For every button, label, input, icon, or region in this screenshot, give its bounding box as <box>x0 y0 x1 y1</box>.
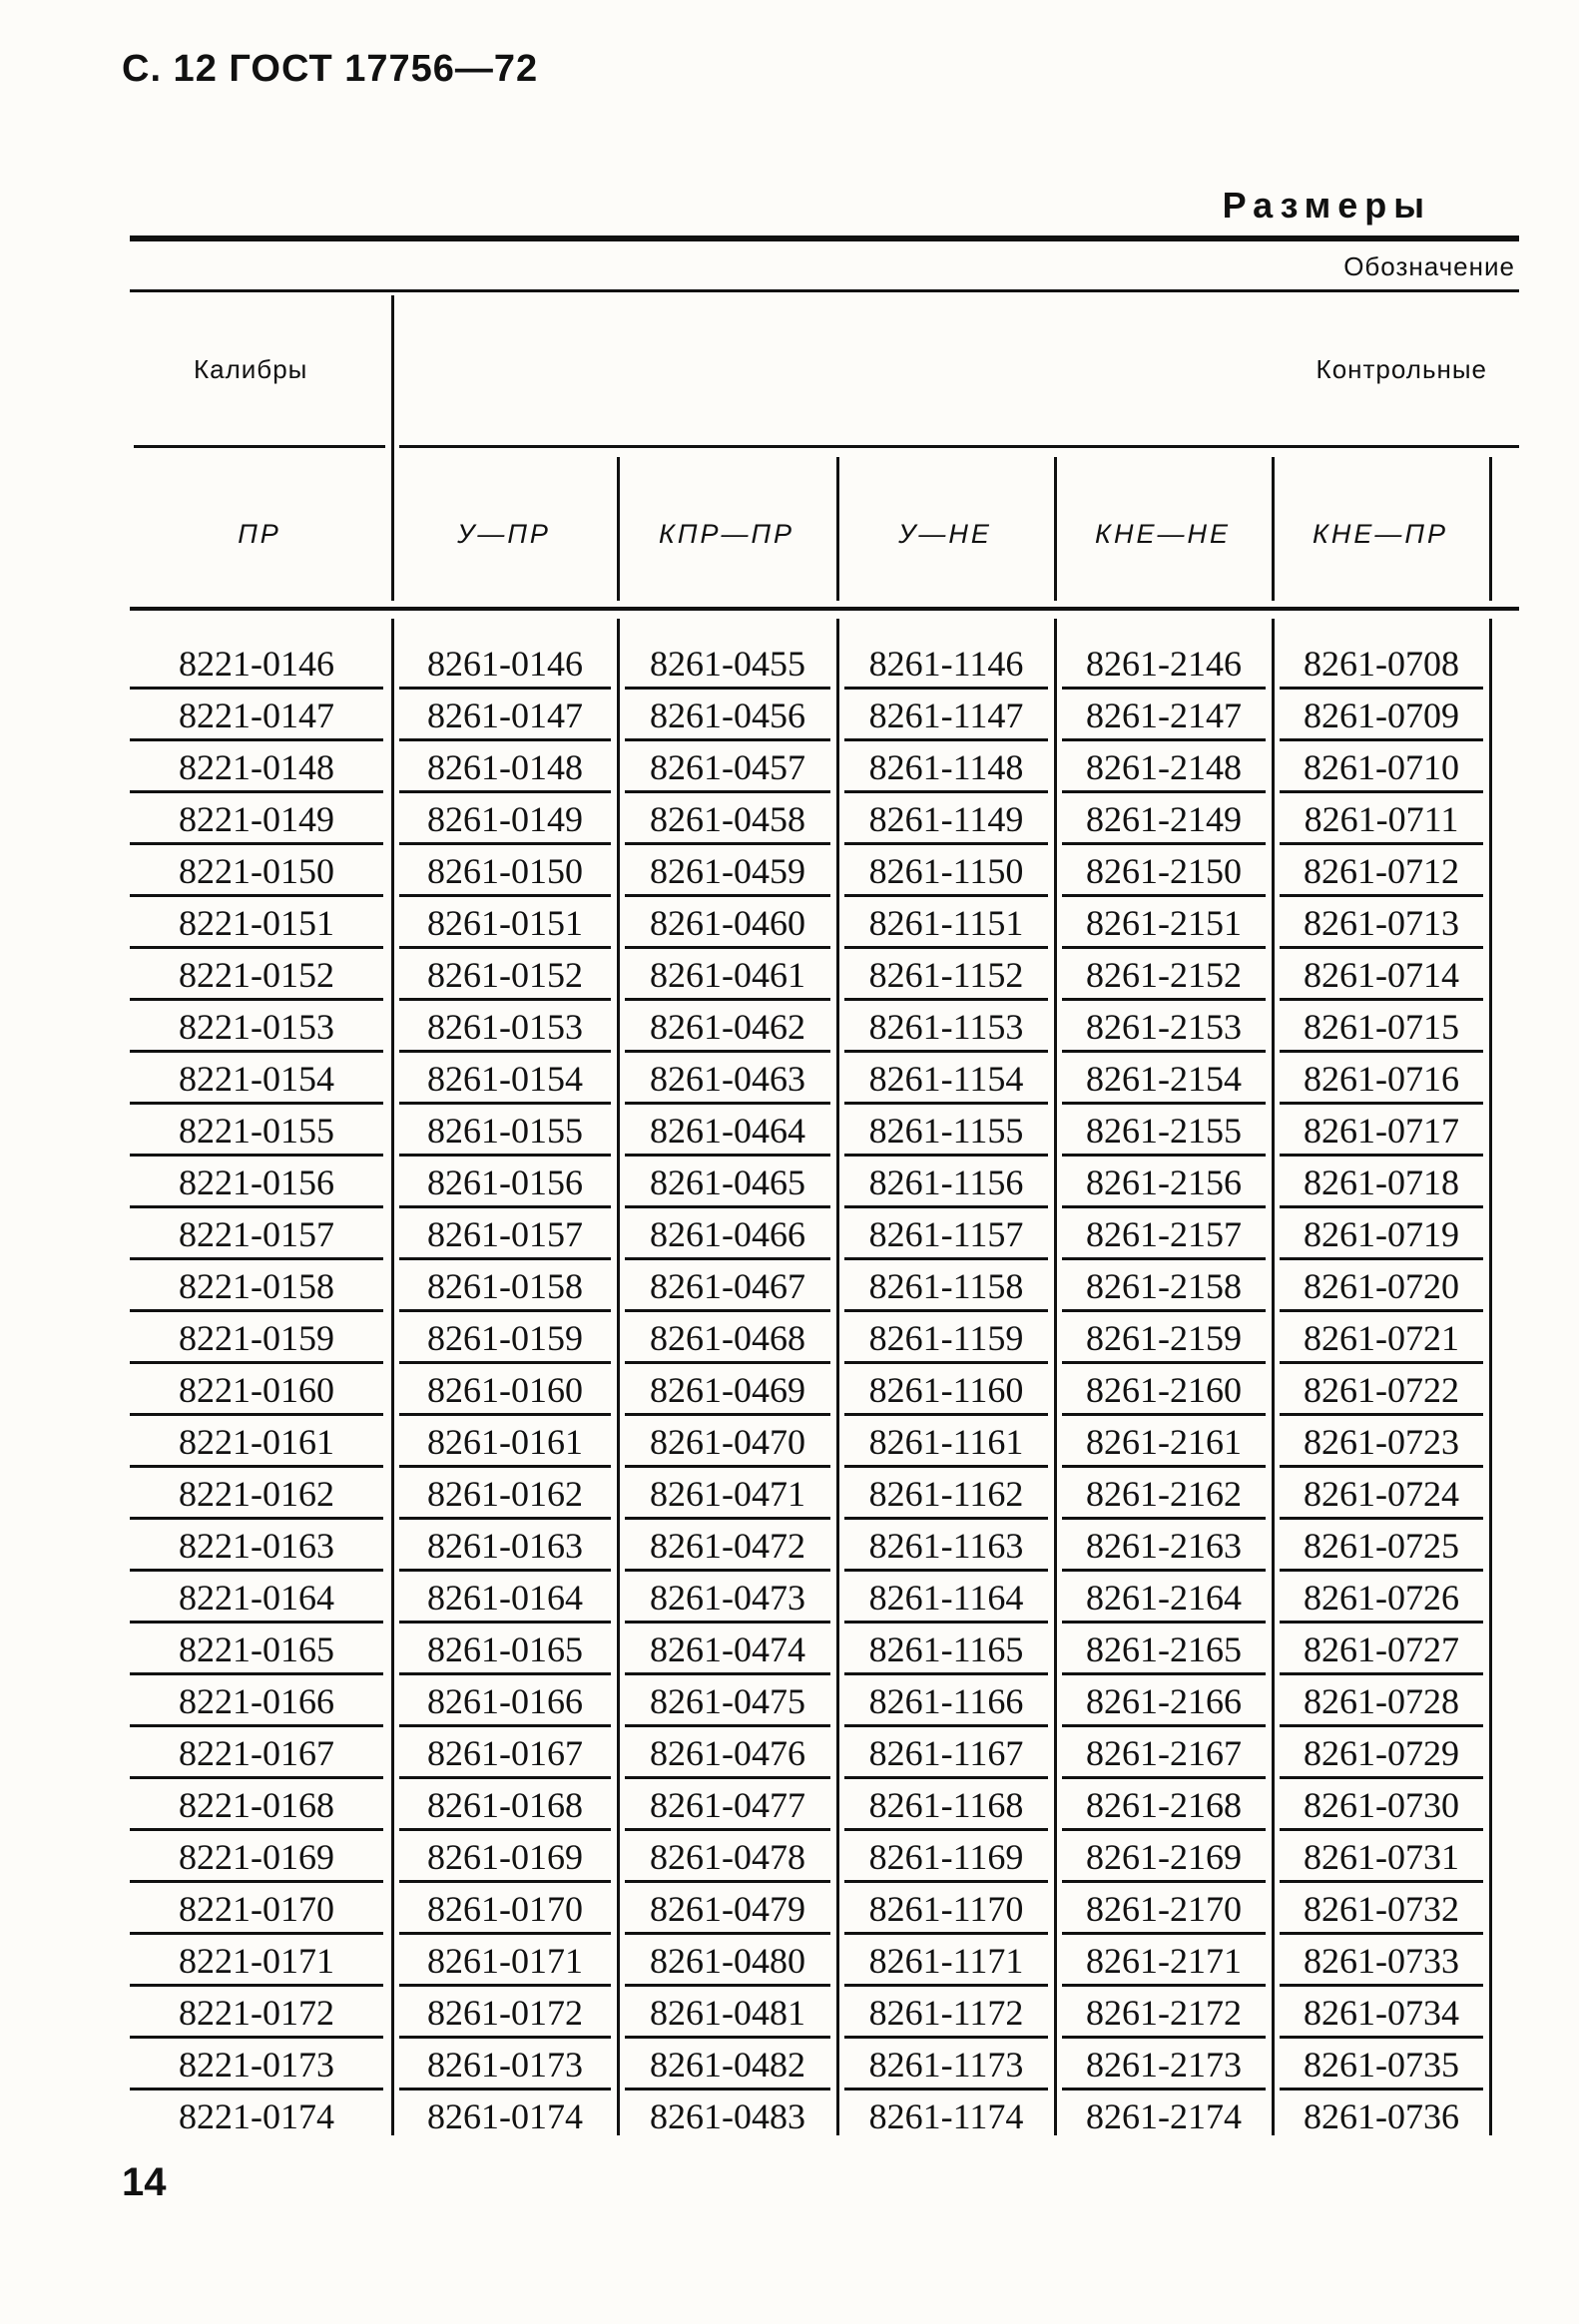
table-cell: 8221-0146 <box>130 641 383 690</box>
table-cell: 8261-0478 <box>625 1834 830 1883</box>
table-row <box>0 2042 1579 2093</box>
table-cell: 8221-0147 <box>130 693 383 741</box>
table-cell: 8261-0172 <box>399 1990 611 2039</box>
table-cell: 8261-0173 <box>399 2042 611 2091</box>
table-cell: 8261-0482 <box>625 2042 830 2091</box>
table-cell: 8261-0166 <box>399 1678 611 1727</box>
table-row <box>0 1004 1579 1056</box>
table-cell: 8261-2160 <box>1062 1367 1266 1416</box>
table-cell: 8261-2156 <box>1062 1160 1266 1208</box>
table-cell: 8261-0158 <box>399 1263 611 1312</box>
col-head-kne-ne: КНЕ—НЕ <box>1095 519 1231 549</box>
table-row <box>0 1782 1579 1834</box>
table-cell: 8261-2167 <box>1062 1730 1266 1779</box>
table-cell: 8261-2146 <box>1062 641 1266 690</box>
table-cell: 8261-0723 <box>1280 1419 1483 1468</box>
table-cell: 8261-0722 <box>1280 1367 1483 1416</box>
table-cell: 8221-0152 <box>130 952 383 1001</box>
table-cell: 8261-0477 <box>625 1782 830 1831</box>
table-cell: 8261-1165 <box>844 1627 1048 1675</box>
table-cell: 8261-0460 <box>625 900 830 949</box>
table-cell: 8261-0165 <box>399 1627 611 1675</box>
table-cell: 8261-2148 <box>1062 744 1266 793</box>
table-cell: 8261-2157 <box>1062 1211 1266 1260</box>
table-cell: 8261-0733 <box>1280 1938 1483 1987</box>
table-cell: 8261-2161 <box>1062 1419 1266 1468</box>
table-cell: 8261-2168 <box>1062 1782 1266 1831</box>
table-cell: 8261-0731 <box>1280 1834 1483 1883</box>
table-cell: 8261-0471 <box>625 1471 830 1520</box>
table-cell: 8261-0161 <box>399 1419 611 1468</box>
table-cell: 8261-1167 <box>844 1730 1048 1779</box>
table-cell: 8261-0148 <box>399 744 611 793</box>
table-row <box>0 1886 1579 1938</box>
table-cell: 8261-1154 <box>844 1056 1048 1105</box>
table-cell: 8261-2173 <box>1062 2042 1266 2091</box>
table-cell: 8261-2166 <box>1062 1678 1266 1727</box>
table-cell: 8261-0715 <box>1280 1004 1483 1053</box>
calibers-label: Калибры <box>194 354 308 384</box>
table-cell: 8261-0169 <box>399 1834 611 1883</box>
table-row <box>0 1678 1579 1730</box>
table-cell: 8261-0157 <box>399 1211 611 1260</box>
table-cell: 8261-0461 <box>625 952 830 1001</box>
table-cell: 8261-1146 <box>844 641 1048 690</box>
table-cell: 8261-2158 <box>1062 1263 1266 1312</box>
table-cell: 8261-2152 <box>1062 952 1266 1001</box>
table-cell: 8261-2159 <box>1062 1315 1266 1364</box>
table-cell: 8221-0156 <box>130 1160 383 1208</box>
table-cell: 8221-0151 <box>130 900 383 949</box>
table-cell: 8261-0480 <box>625 1938 830 1987</box>
table-cell: 8261-1166 <box>844 1678 1048 1727</box>
table-cell: 8221-0154 <box>130 1056 383 1105</box>
table-cell: 8261-1155 <box>844 1108 1048 1157</box>
table-cell: 8261-0735 <box>1280 2042 1483 2091</box>
table-cell: 8261-0729 <box>1280 1730 1483 1779</box>
table-cell: 8261-0151 <box>399 900 611 949</box>
table-cell: 8221-0173 <box>130 2042 383 2091</box>
table-row <box>0 900 1579 952</box>
table-row <box>0 1211 1579 1263</box>
table-cell: 8261-0147 <box>399 693 611 741</box>
table-cell: 8261-2162 <box>1062 1471 1266 1520</box>
table-cell: 8261-1147 <box>844 693 1048 741</box>
table-row <box>0 1990 1579 2042</box>
table-cell: 8261-0152 <box>399 952 611 1001</box>
table-cell: 8261-0475 <box>625 1678 830 1727</box>
table-cell: 8261-1161 <box>844 1419 1048 1468</box>
table-cell: 8261-0717 <box>1280 1108 1483 1157</box>
table-row <box>0 1367 1579 1419</box>
table-cell: 8261-0479 <box>625 1886 830 1935</box>
table-cell: 8261-0164 <box>399 1575 611 1624</box>
table-cell: 8261-0150 <box>399 848 611 897</box>
page-header: С. 12 ГОСТ 17756—72 <box>122 48 539 90</box>
table-cell: 8261-0155 <box>399 1108 611 1157</box>
table-cell: 8261-0727 <box>1280 1627 1483 1675</box>
table-cell: 8261-1149 <box>844 796 1048 845</box>
table-cell: 8261-0470 <box>625 1419 830 1468</box>
table-cell: 8261-0712 <box>1280 848 1483 897</box>
table-cell: 8221-0161 <box>130 1419 383 1468</box>
table-cell: 8261-0167 <box>399 1730 611 1779</box>
rule-under-headings <box>130 607 1519 611</box>
table-cell: 8261-0466 <box>625 1211 830 1260</box>
table-row <box>0 1627 1579 1678</box>
table-cell: 8261-1164 <box>844 1575 1048 1624</box>
table-cell: 8221-0155 <box>130 1108 383 1157</box>
table-cell: 8261-0716 <box>1280 1056 1483 1105</box>
table-cell: 8221-0158 <box>130 1263 383 1312</box>
table-cell: 8261-0725 <box>1280 1523 1483 1572</box>
table-row <box>0 1315 1579 1367</box>
table-cell: 8261-0721 <box>1280 1315 1483 1364</box>
table-row <box>0 796 1579 848</box>
table-cell: 8261-0456 <box>625 693 830 741</box>
table-cell: 8221-0159 <box>130 1315 383 1364</box>
col-head-u-pr: У—ПР <box>457 519 551 549</box>
table-row <box>0 641 1579 693</box>
table-cell: 8261-0174 <box>427 2096 583 2136</box>
top-rule <box>130 235 1519 241</box>
table-cell: 8261-0481 <box>625 1990 830 2039</box>
table-row <box>0 1108 1579 1160</box>
table-cell: 8261-1148 <box>844 744 1048 793</box>
table-row <box>0 1056 1579 1108</box>
table-cell: 8261-0718 <box>1280 1160 1483 1208</box>
col-head-pr: ПР <box>238 519 281 549</box>
table-row <box>0 1471 1579 1523</box>
table-cell: 8221-0174 <box>179 2096 334 2136</box>
table-cell: 8261-1172 <box>844 1990 1048 2039</box>
table-cell: 8261-2171 <box>1062 1938 1266 1987</box>
table-cell: 8261-1173 <box>844 2042 1048 2091</box>
col-head-kpr-pr: КПР—ПР <box>658 519 795 549</box>
table-cell: 8261-0734 <box>1280 1990 1483 2039</box>
table-cell: 8261-2165 <box>1062 1627 1266 1675</box>
table-cell: 8261-0465 <box>625 1160 830 1208</box>
table-cell: 8261-0474 <box>625 1627 830 1675</box>
table-cell: 8261-0708 <box>1280 641 1483 690</box>
table-cell: 8261-0153 <box>399 1004 611 1053</box>
table-row <box>0 693 1579 744</box>
table-cell: 8261-0728 <box>1280 1678 1483 1727</box>
table-cell: 8261-1152 <box>844 952 1048 1001</box>
table-cell: 8221-0162 <box>130 1471 383 1520</box>
table-cell: 8261-2169 <box>1062 1834 1266 1883</box>
table-cell: 8261-0163 <box>399 1523 611 1572</box>
table-title: Размеры <box>1222 185 1431 226</box>
table-cell: 8261-0720 <box>1280 1263 1483 1312</box>
table-cell: 8221-0165 <box>130 1627 383 1675</box>
table-cell: 8261-1171 <box>844 1938 1048 1987</box>
table-cell: 8261-2164 <box>1062 1575 1266 1624</box>
table-cell: 8261-0726 <box>1280 1575 1483 1624</box>
table-row <box>0 848 1579 900</box>
table-cell: 8261-2163 <box>1062 1523 1266 1572</box>
table-cell: 8261-1159 <box>844 1315 1048 1364</box>
table-cell: 8261-2155 <box>1062 1108 1266 1157</box>
table-cell: 8261-1163 <box>844 1523 1048 1572</box>
table-cell: 8261-2151 <box>1062 900 1266 949</box>
table-cell: 8261-0709 <box>1280 693 1483 741</box>
table-cell: 8261-0473 <box>625 1575 830 1624</box>
table-cell: 8261-1156 <box>844 1160 1048 1208</box>
table-cell: 8261-0162 <box>399 1471 611 1520</box>
table-cell: 8261-2149 <box>1062 796 1266 845</box>
page-number: 14 <box>122 2160 167 2204</box>
table-cell: 8261-0464 <box>625 1108 830 1157</box>
table-cell: 8261-1168 <box>844 1782 1048 1831</box>
table-row <box>0 1523 1579 1575</box>
table-row <box>0 952 1579 1004</box>
table-cell: 8261-1162 <box>844 1471 1048 1520</box>
table-cell: 8261-1169 <box>844 1834 1048 1883</box>
rule-under-designation <box>130 289 1519 292</box>
table-cell: 8261-2174 <box>1086 2096 1242 2136</box>
table-cell: 8261-2150 <box>1062 848 1266 897</box>
table-cell: 8261-0171 <box>399 1938 611 1987</box>
table-cell: 8261-0467 <box>625 1263 830 1312</box>
table-cell: 8261-0149 <box>399 796 611 845</box>
rule-under-group <box>134 445 385 448</box>
table-cell: 8261-0711 <box>1280 796 1483 845</box>
table-cell: 8261-0724 <box>1280 1471 1483 1520</box>
table-cell: 8261-0472 <box>625 1523 830 1572</box>
table-row <box>0 1419 1579 1471</box>
table-row <box>0 1938 1579 1990</box>
table-cell: 8221-0149 <box>130 796 383 845</box>
table-cell: 8261-0156 <box>399 1160 611 1208</box>
table-row <box>0 744 1579 796</box>
table-row <box>0 1160 1579 1211</box>
table-cell: 8261-1153 <box>844 1004 1048 1053</box>
table-cell: 8261-0463 <box>625 1056 830 1105</box>
table-row <box>0 2093 1579 2145</box>
designation-label: Обозначение <box>1343 251 1515 281</box>
table-cell: 8261-2154 <box>1062 1056 1266 1105</box>
table-cell: 8261-1151 <box>844 900 1048 949</box>
table-cell: 8261-0719 <box>1280 1211 1483 1260</box>
table-cell: 8261-2170 <box>1062 1886 1266 1935</box>
table-cell: 8261-2147 <box>1062 693 1266 741</box>
table-cell: 8261-0468 <box>625 1315 830 1364</box>
table-cell: 8221-0153 <box>130 1004 383 1053</box>
table-cell: 8221-0150 <box>130 848 383 897</box>
table-cell: 8261-0476 <box>625 1730 830 1779</box>
table-cell: 8261-1158 <box>844 1263 1048 1312</box>
table-cell: 8221-0166 <box>130 1678 383 1727</box>
table-cell: 8261-0170 <box>399 1886 611 1935</box>
rule-under-group-right <box>399 445 1519 448</box>
table-cell: 8221-0171 <box>130 1938 383 1987</box>
table-cell: 8261-0732 <box>1280 1886 1483 1935</box>
divider-main <box>391 295 394 601</box>
table-cell: 8261-0462 <box>625 1004 830 1053</box>
table-cell: 8221-0167 <box>130 1730 383 1779</box>
col-head-kne-pr: КНЕ—ПР <box>1313 519 1448 549</box>
table-cell: 8221-0163 <box>130 1523 383 1572</box>
table-cell: 8261-0710 <box>1280 744 1483 793</box>
table-row <box>0 1263 1579 1315</box>
table-cell: 8221-0169 <box>130 1834 383 1883</box>
table-row <box>0 1575 1579 1627</box>
table-cell: 8261-1160 <box>844 1367 1048 1416</box>
table-cell: 8261-0457 <box>625 744 830 793</box>
table-cell: 8221-0148 <box>130 744 383 793</box>
table-cell: 8261-1174 <box>868 2096 1024 2136</box>
table-cell: 8221-0170 <box>130 1886 383 1935</box>
table-cell: 8261-1170 <box>844 1886 1048 1935</box>
table-cell: 8261-0160 <box>399 1367 611 1416</box>
col-head-u-ne: У—НЕ <box>898 519 992 549</box>
table-cell: 8261-0730 <box>1280 1782 1483 1831</box>
table-row <box>0 1730 1579 1782</box>
table-cell: 8261-0469 <box>625 1367 830 1416</box>
table-cell: 8261-2172 <box>1062 1990 1266 2039</box>
table-cell: 8261-2153 <box>1062 1004 1266 1053</box>
table-cell: 8261-0154 <box>399 1056 611 1105</box>
table-cell: 8261-0168 <box>399 1782 611 1831</box>
table-cell: 8221-0168 <box>130 1782 383 1831</box>
table-cell: 8261-0146 <box>399 641 611 690</box>
table-cell: 8261-0458 <box>625 796 830 845</box>
table-cell: 8261-0459 <box>625 848 830 897</box>
table-row <box>0 1834 1579 1886</box>
table-cell: 8221-0164 <box>130 1575 383 1624</box>
table-cell: 8261-0714 <box>1280 952 1483 1001</box>
table-cell: 8261-1157 <box>844 1211 1048 1260</box>
table-cell: 8261-0455 <box>625 641 830 690</box>
table-cell: 8221-0160 <box>130 1367 383 1416</box>
table-cell: 8261-0483 <box>650 2096 805 2136</box>
table-cell: 8261-1150 <box>844 848 1048 897</box>
table-cell: 8261-0159 <box>399 1315 611 1364</box>
table-cell: 8261-0713 <box>1280 900 1483 949</box>
table-cell: 8221-0172 <box>130 1990 383 2039</box>
table-cell: 8221-0157 <box>130 1211 383 1260</box>
control-label: Контрольные <box>1316 354 1487 384</box>
table-cell: 8261-0736 <box>1304 2096 1459 2136</box>
